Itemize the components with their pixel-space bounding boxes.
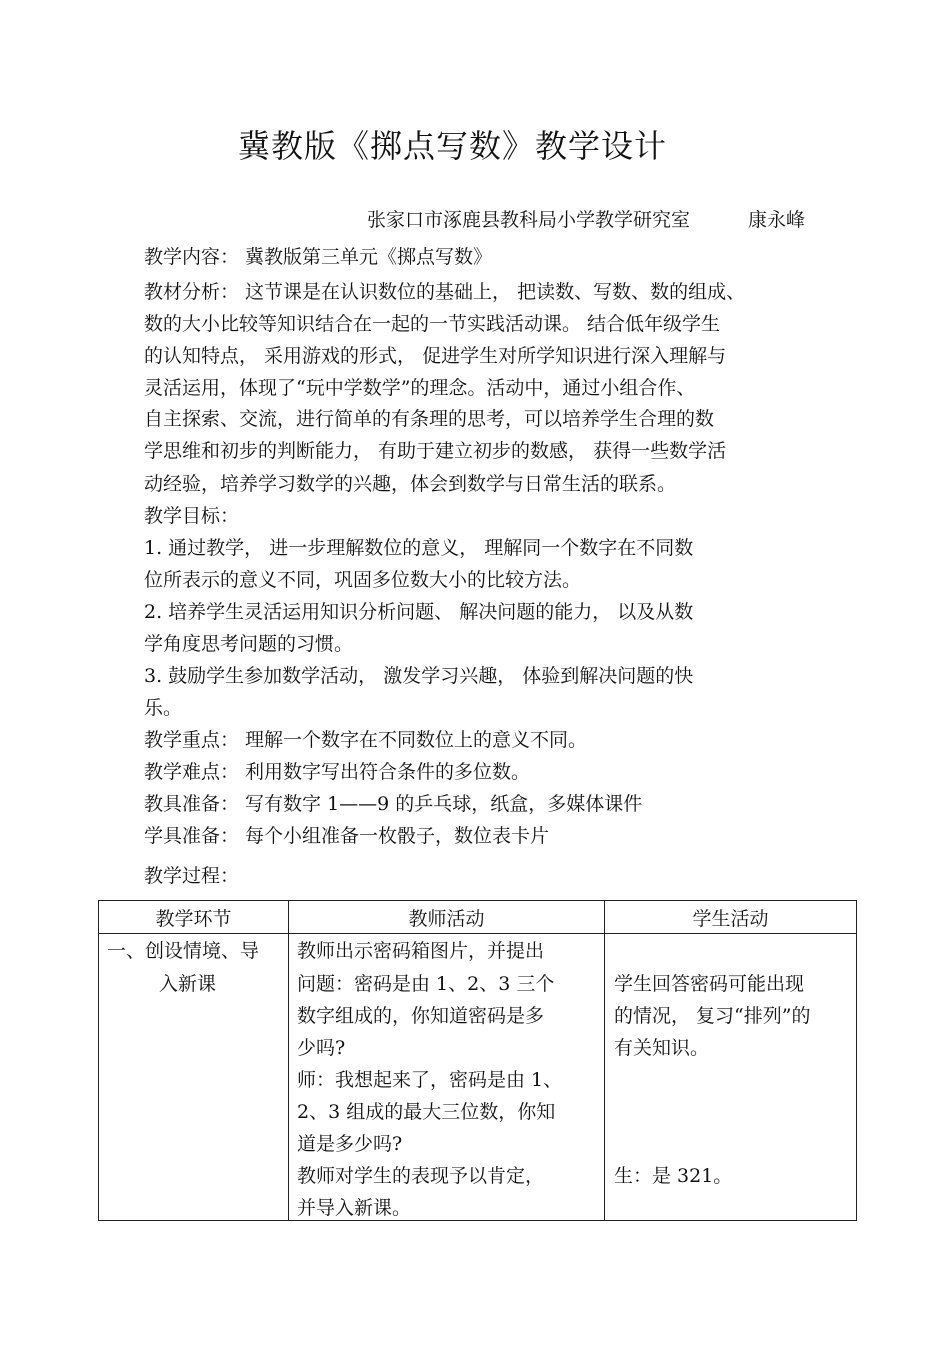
body-line: 位所表示的意义不同，巩固多位数大小的比较方法。 <box>144 569 582 591</box>
body-line: 灵活运用，体现了“玩中学数学”的理念。活动中，通过小组合作、 <box>144 377 696 399</box>
body-line: 学具准备： 每个小组准备一枚骰子，数位表卡片 <box>144 825 550 847</box>
student-text: 学生回答密码可能出现 <box>614 973 805 995</box>
body-line: 的认知特点， 采用游戏的形式， 促进学生对所学知识进行深入理解与 <box>144 345 727 367</box>
body-line: 教学重点： 理解一个数字在不同数位上的意义不同。 <box>144 729 588 751</box>
student-text: 的情况， 复习“排列”的 <box>614 1005 811 1027</box>
section-heading: 教学过程： <box>144 865 240 887</box>
teaching-process-table <box>98 900 857 1221</box>
author-name: 康永峰 <box>747 209 805 231</box>
author-organization: 张家口市涿鹿县教科局小学教学研究室 <box>366 209 690 231</box>
body-line: 教学难点： 利用数字写出符合条件的多位数。 <box>144 761 531 783</box>
author-line <box>0 205 805 232</box>
student-text: 生：是 321。 <box>614 1165 733 1187</box>
student-activity-cell <box>605 934 857 1221</box>
teacher-text: 教师对学生的表现予以肯定， <box>297 1165 545 1187</box>
body-line: 学思维和初步的判断能力， 有助于建立初步的数感， 获得一些数学活 <box>144 440 727 462</box>
table-header-cell: 学生活动 <box>605 901 857 934</box>
body-line: 学角度思考问题的习惯。 <box>144 633 354 655</box>
body-line: 2. 培养学生灵活运用知识分析问题、 解决问题的能力， 以及从数 <box>144 601 694 623</box>
body-line: 乐。 <box>144 697 183 719</box>
body-line: 1. 通过教学， 进一步理解数位的意义， 理解同一个数字在不同数 <box>144 537 694 559</box>
body-line: 教学内容： 冀教版第三单元《掷点写数》 <box>144 246 493 268</box>
table-header-row <box>99 901 857 934</box>
body-line: 数的大小比较等知识结合在一起的一节实践活动课。 结合低年级学生 <box>144 313 721 335</box>
teacher-text: 问题：密码是由 1、2、3 三个 <box>297 973 555 995</box>
table-header-cell: 教学环节 <box>99 901 289 934</box>
body-line: 教具准备： 写有数字 1——9 的乒乓球，纸盒，多媒体课件 <box>144 793 643 815</box>
teacher-text: 教师出示密码箱图片，并提出 <box>297 940 545 962</box>
teacher-text: 并导入新课。 <box>297 1197 412 1219</box>
stage-text: 入新课 <box>159 973 217 995</box>
teacher-text: 数字组成的，你知道密码是多 <box>297 1005 545 1027</box>
body-line: 自主探索、交流，进行简单的有条理的思考，可以培养学生合理的数 <box>144 408 715 430</box>
stage-cell <box>99 934 289 1221</box>
section-heading: 教学目标： <box>144 505 240 527</box>
body-line: 动经验，培养学习数学的兴趣，体会到数学与日常生活的联系。 <box>144 473 677 495</box>
teacher-activity-cell <box>289 934 605 1221</box>
teacher-text: 2、3 组成的最大三位数，你知 <box>297 1101 556 1123</box>
body-line: 教材分析： 这节课是在认识数位的基础上， 把读数、写数、数的组成、 <box>144 281 746 303</box>
table-header-cell: 教师活动 <box>289 901 605 934</box>
table-row <box>99 934 857 1221</box>
document-title: 冀教版《掷点写数》教学设计 <box>237 127 667 165</box>
body-line: 3. 鼓励学生参加数学活动， 激发学习兴趣， 体验到解决问题的快 <box>144 665 694 687</box>
student-text: 有关知识。 <box>614 1037 710 1059</box>
teacher-text: 少吗? <box>297 1037 346 1059</box>
stage-text: 一、创设情境、导 <box>107 940 260 962</box>
teacher-text: 道是多少吗? <box>297 1133 403 1155</box>
teacher-text: 师：我想起来了，密码是由 1、 <box>297 1069 563 1091</box>
